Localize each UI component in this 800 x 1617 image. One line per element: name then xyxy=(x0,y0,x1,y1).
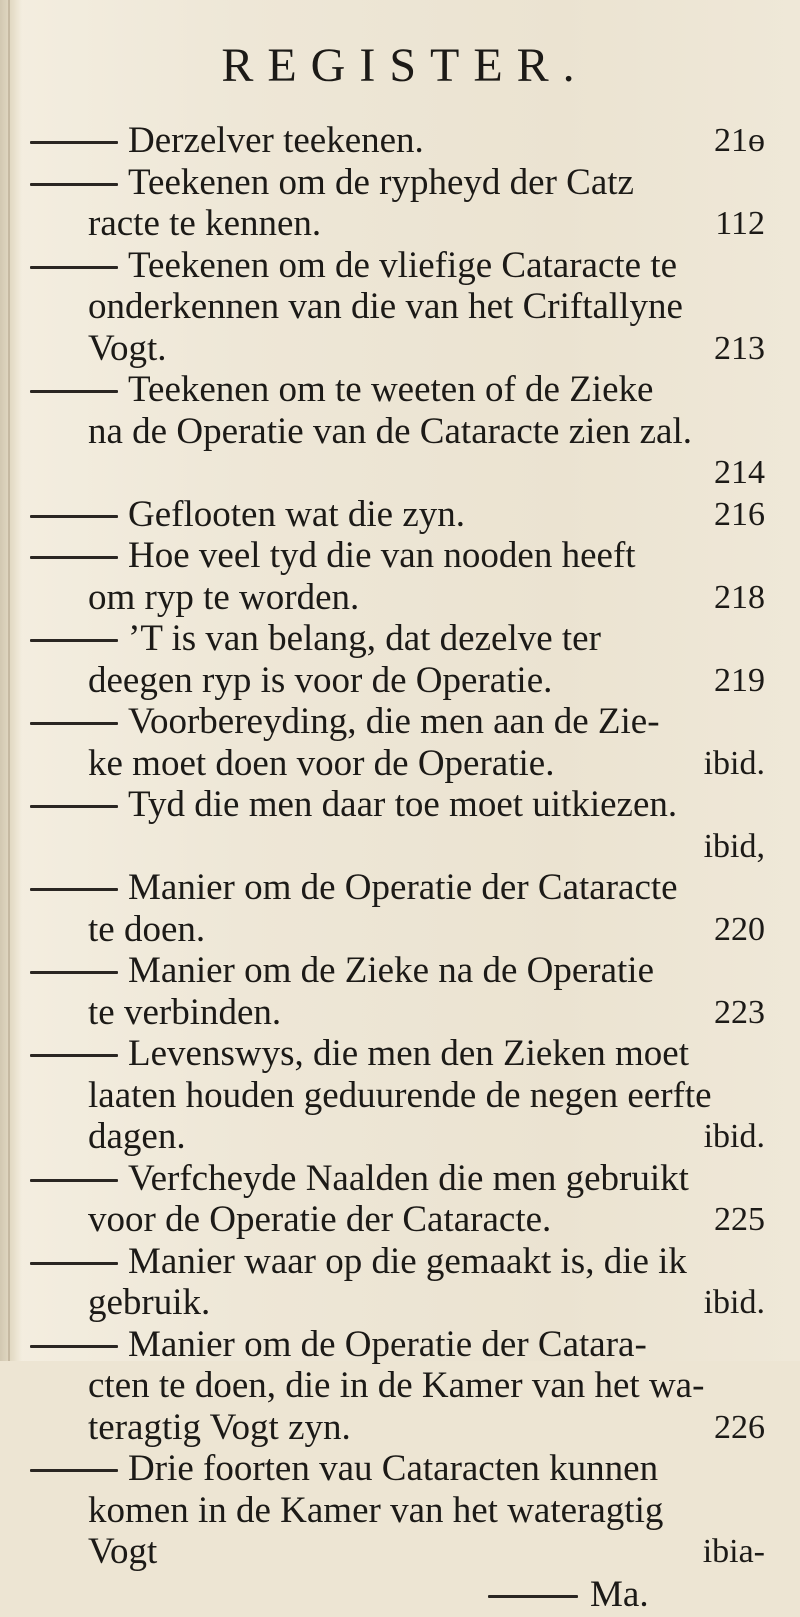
entry-text: gebruik. xyxy=(88,1282,211,1323)
entry-text: Derzelver teekenen. xyxy=(128,120,424,161)
entry-first-line xyxy=(30,369,775,411)
entry-first-line xyxy=(30,1448,775,1490)
entry-text: Drie foorten vau Cataracten kunnen xyxy=(128,1448,659,1489)
page-number: 218 xyxy=(714,578,765,616)
entry-text: Verfcheyde Naalden die men gebruikt xyxy=(128,1157,689,1199)
register-entry xyxy=(30,701,775,784)
entry-text: teragtig Vogt zyn. xyxy=(88,1406,351,1448)
page-number: 214 xyxy=(714,454,765,491)
ditto-dash xyxy=(30,1345,118,1348)
entry-first-line xyxy=(30,1033,775,1075)
entry-text: Manier om de Operatie der Cataracte xyxy=(128,867,678,908)
register-entry xyxy=(30,867,775,950)
entry-text: Manier om de Operatie der Catara- xyxy=(128,1323,647,1365)
entry-continuation-line xyxy=(30,1490,775,1532)
entry-text: Vogt xyxy=(88,1531,158,1572)
register-entry xyxy=(30,245,775,370)
entry-continuation-line xyxy=(30,1282,775,1324)
entry-first-line xyxy=(30,1241,775,1283)
register-entry xyxy=(30,535,775,618)
entry-text: Manier om de Zieke na de Operatie xyxy=(128,950,654,991)
ditto-dash xyxy=(30,1054,118,1057)
entry-text: Levenswys, die men den Zieken moet xyxy=(128,1033,689,1074)
page-number: ibid. xyxy=(703,1284,765,1321)
ditto-dash xyxy=(30,266,118,269)
entry-text: te doen. xyxy=(88,908,206,950)
entry-text: Hoe veel tyd die van nooden heeft xyxy=(128,535,636,576)
ditto-dash xyxy=(30,888,118,891)
entry-text: cten te doen, die in de Kamer van het wa- xyxy=(88,1365,705,1406)
binding-edge xyxy=(0,0,22,1361)
ditto-dash xyxy=(30,1469,118,1472)
entry-continuation-line xyxy=(30,660,775,702)
register-entry xyxy=(30,369,775,494)
ditto-dash xyxy=(30,390,118,393)
register-entry xyxy=(30,494,775,536)
entry-text: Vogt. xyxy=(88,327,167,369)
entry-text: ’T is van belang, dat dezelve ter xyxy=(128,618,601,659)
ditto-dash xyxy=(30,805,118,808)
entry-continuation-line xyxy=(30,743,775,785)
entry-first-line xyxy=(30,1324,775,1366)
entry-first-line xyxy=(30,784,775,826)
register-entry xyxy=(30,120,775,162)
entry-text: Teekenen om te weeten of de Zieke xyxy=(128,369,654,410)
page-number: ibia- xyxy=(702,1533,765,1570)
entry-continuation-line xyxy=(30,992,775,1034)
entry-continuation-line xyxy=(30,826,775,868)
entry-text: dagen. xyxy=(88,1116,186,1157)
entry-text: te verbinden. xyxy=(88,991,282,1033)
entry-continuation-line xyxy=(30,411,775,453)
entry-text: om ryp te worden. xyxy=(88,576,360,618)
entry-first-line xyxy=(30,867,775,909)
entry-continuation-line xyxy=(30,1407,775,1449)
entry-text: komen in de Kamer van het wateragtig xyxy=(88,1489,664,1531)
register-entry xyxy=(30,1241,775,1324)
entry-text: Voorbereyding, die men aan de Zie- xyxy=(128,701,660,742)
entry-text: na de Operatie van de Cataracte zien zal. xyxy=(88,410,692,452)
page-number: ibid. xyxy=(703,744,765,782)
page-number: 21ɵ xyxy=(714,122,765,159)
entry-continuation-line xyxy=(30,1531,775,1573)
page-number: 223 xyxy=(714,993,765,1031)
entry-text: Teekenen om de vliefige Cataracte te xyxy=(128,244,678,286)
entry-continuation-line xyxy=(30,577,775,619)
entry-continuation-line xyxy=(30,909,775,951)
entry-first-line xyxy=(30,1158,775,1200)
entry-continuation-line xyxy=(30,1365,775,1407)
ditto-dash xyxy=(488,1595,578,1598)
page-number: 226 xyxy=(714,1408,765,1446)
entry-first-line xyxy=(30,950,775,992)
entry-text: Manier waar op die gemaakt is, die ik xyxy=(128,1240,687,1282)
register-entry xyxy=(30,950,775,1033)
entry-first-line xyxy=(30,245,775,287)
page-number: ibid. xyxy=(703,1118,765,1155)
entry-text: deegen ryp is voor de Operatie. xyxy=(88,659,553,701)
entry-text: Teekenen om de rypheyd der Catz xyxy=(128,161,634,203)
ditto-dash xyxy=(30,971,118,974)
entry-text: onderkennen van die van het Criftallyne xyxy=(88,286,683,327)
entry-continuation-line xyxy=(30,286,775,328)
entry-first-line xyxy=(30,120,775,162)
page-number: 219 xyxy=(714,661,765,699)
page-number: ibid, xyxy=(703,827,765,865)
register-entry xyxy=(30,618,775,701)
entry-first-line xyxy=(30,618,775,660)
page-title: REGISTER. xyxy=(221,39,589,92)
ditto-dash xyxy=(30,1262,118,1265)
register-entries xyxy=(30,120,775,1617)
page-number: 225 xyxy=(714,1201,765,1238)
page-number: 112 xyxy=(715,205,765,242)
page-fold-line xyxy=(8,0,10,1361)
entry-continuation-line xyxy=(30,328,775,370)
ditto-dash xyxy=(30,556,118,559)
entry-continuation-line xyxy=(30,1116,775,1158)
register-entry xyxy=(30,1448,775,1573)
entry-first-line xyxy=(30,701,775,743)
entry-continuation-line xyxy=(30,452,775,494)
register-entry xyxy=(30,1033,775,1158)
entry-text: ke moet doen voor de Operatie. xyxy=(88,742,555,784)
ditto-dash xyxy=(30,722,118,725)
ditto-dash xyxy=(30,639,118,642)
register-entry xyxy=(30,1324,775,1449)
entry-continuation-line xyxy=(30,203,775,245)
register-entry xyxy=(30,162,775,245)
register-entry xyxy=(30,784,775,867)
page-number: 216 xyxy=(714,495,765,533)
page-number: 220 xyxy=(714,910,765,948)
entry-text: voor de Operatie der Cataracte. xyxy=(88,1199,552,1240)
entry-first-line xyxy=(30,494,775,536)
entry-first-line xyxy=(30,535,775,577)
ditto-dash xyxy=(30,141,118,144)
catchword-line xyxy=(30,1573,775,1617)
entry-continuation-line xyxy=(30,1199,775,1241)
entry-text: laaten houden geduurende de negen eerfte xyxy=(88,1074,712,1116)
entry-continuation-line xyxy=(30,1075,775,1117)
register-entry xyxy=(30,1158,775,1241)
entry-first-line xyxy=(30,162,775,204)
entry-text: Geflooten wat die zyn. xyxy=(128,493,465,535)
ditto-dash xyxy=(30,183,118,186)
entry-text: racte te kennen. xyxy=(88,203,322,244)
catchword: Ma. xyxy=(590,1573,649,1615)
page-number: 213 xyxy=(714,329,765,367)
ditto-dash xyxy=(30,1179,118,1182)
entry-text: Tyd die men daar toe moet uitkiezen. xyxy=(128,784,678,825)
ditto-dash xyxy=(30,515,118,518)
